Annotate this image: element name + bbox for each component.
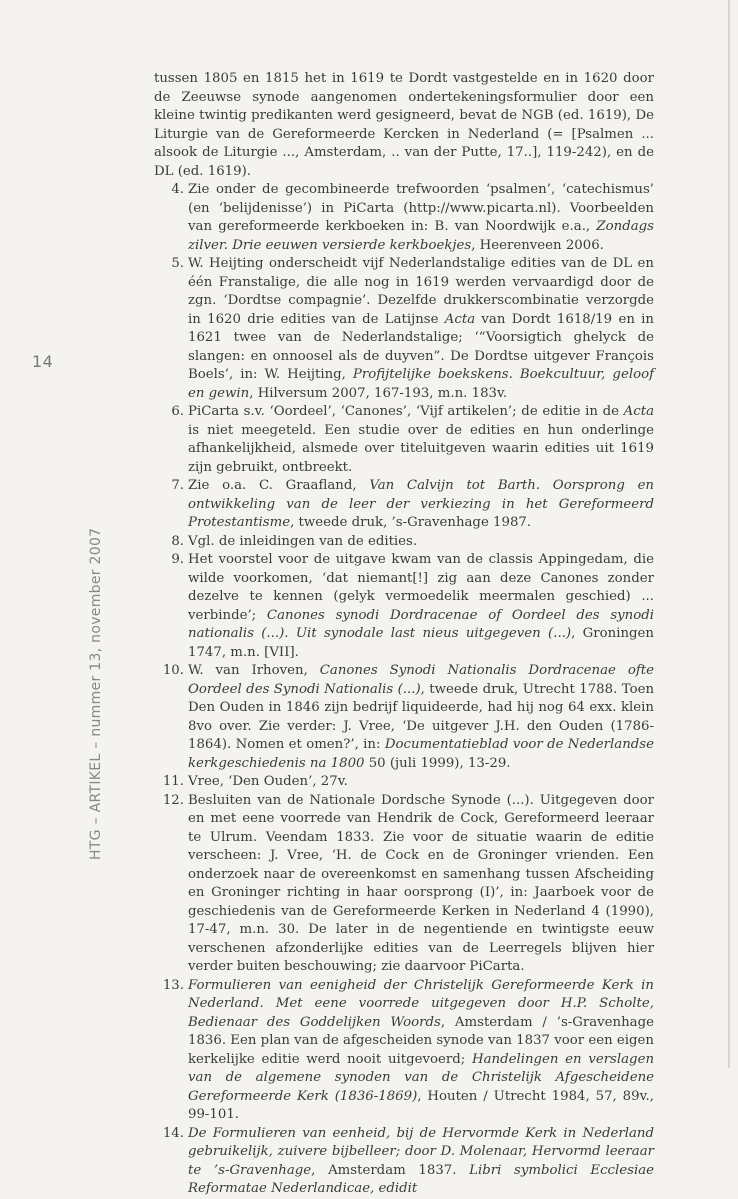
footnote: [154, 255, 654, 403]
footnote-text: [188, 478, 654, 530]
footnote-text-segment: Besluiten van de Nationale Dordsche Synode (...). Uitgegeven door en met eene voorrede van Hendrik de Cock, Gereformeerd leeraar te Ulrum. Veendam 1833. Zie voor de situatie waarin de editie verscheen: J. Vree, ‘H. de Cock en de Groninger vrienden. Een onderzoek naar de overeenkomst en samenhang tussen Afscheiding en Groninger richting in haar oorsprong (I)’, in: Jaarboek voor de geschiedenis van de Gereformeerde Kerken in Nederland 4 (1990), 17-47, m.n. 30. De later in de negentiende en twintigste eeuw verschenen afzonderlijke edities van de Leerregels blijven hier verder buiten beschouwing; zie daarvoor PiCarta.: [188, 792, 654, 974]
footnote-list: [154, 181, 654, 1199]
footnote: [154, 977, 654, 1125]
footnote-text-segment: is niet meegeteld. Een studie over de edities en hun onderlinge afhankelijkheid, alsmede over titeluitgeven waarin edities uit 1619 zijn gebruikt, ontbreekt.: [188, 422, 654, 475]
footnote-text-segment: van Dordt 1618/19 en in 1621 twee van de Nederlandstalige; ‘“Voorsigtich ghelyck de slangen: en onnoosel als de duyven”. De Dordtse uitgever François Boels’, in: W. Heijting,: [188, 311, 654, 382]
footnote-text: [188, 1126, 654, 1197]
footnote-text-segment: , Amsterdam 1837.: [311, 1162, 470, 1178]
footnote-title-italic: Acta: [444, 311, 476, 327]
footnote-number: 12.: [162, 792, 184, 808]
footnote-text: [188, 182, 654, 253]
footnote-text: [188, 774, 348, 789]
footnote-text-segment: , tweede druk, Utrecht 1788. Toen Den Ouden in 1846 zijn bedrijf liquideerde, had hij nog 64 exx. klein 8vo over. Zie verder: J. Vree, ‘De uitgever J.H. den Ouden (1786-1864). Nomen et omen?’, in:: [188, 681, 655, 752]
footnote-title-italic: Acta: [623, 404, 654, 419]
footnote: [154, 533, 654, 552]
footnote-text-segment: W. van Irhoven,: [188, 663, 320, 678]
running-head: HTG – ARTIKEL – nummer 13, november 2007: [88, 527, 104, 860]
footnote-number: 10.: [162, 663, 184, 678]
footnote-text-segment: , tweede druk, ’s-Gravenhage 1987.: [290, 515, 532, 530]
footnote-text-segment: Zie onder de gecombineerde trefwoorden ‘psalmen’, ‘catechismus’ (en ‘belijdenisse’) in PiCarta (http://www.picarta.nl). Voorbeelden van gereformeerde kerkboeken in: B. van Noordwijk e.a.,: [188, 182, 654, 234]
footnote-number: 5.: [171, 256, 184, 271]
footnote-text-segment: , Groningen 1747, m.n. [VII].: [188, 626, 654, 660]
footnote-title-italic: Libri symbolici Ecclesiae Reformatae Nederlandicae, edidit: [188, 1162, 655, 1196]
footnote-title-italic: Canones Synodi Nationalis Dordracenae ofte Oordeel des Synodi Nationalis (...): [188, 663, 654, 697]
footnote: [154, 1125, 654, 1199]
footnote-title-italic: Van Calvijn tot Barth. Oorsprong en ontwikkeling van de leer der verkiezing in het Gereformeerd Protestantisme: [188, 478, 655, 530]
footnote-number: 8.: [171, 533, 184, 549]
footnote-title-italic: Documentatieblad voor de Nederlandse kerkgeschiedenis na 1800: [188, 737, 654, 771]
footnote: [154, 181, 654, 255]
footnote-number: 11.: [162, 774, 184, 789]
footnote-number: 4.: [171, 182, 184, 197]
footnote-text: [188, 793, 654, 975]
continued-footnote-text: tussen 1805 en 1815 het in 1619 te Dordt vastgestelde en in 1620 door de Zeeuwse synode aangenomen ondertekeningsformulier door een kleine twintig predikanten werd gesigneerd, bevat de NGB (ed. 1619), De Liturgie van de Gereformeerde Kercken in Nederland (= [Psalmen ... alsook de Liturgie ..., Amsterdam, .. van der Putte, 17..], 119-242), en de DL (ed. 1619).: [154, 71, 654, 179]
footnote-title-italic: De Formulieren van eenheid, bij de Hervormde Kerk in Nederland gebruikelijk, zuivere bijbelleer; door D. Molenaar, Hervormd leeraar te ’s-Gravenhage: [188, 1125, 654, 1178]
footnote-text: [188, 978, 654, 1123]
footnote-text-segment: PiCarta s.v. ‘Oordeel’, ‘Canones’, ‘Vijf artikelen’; de editie in de: [188, 404, 624, 419]
footnote-text-segment: , Heerenveen 2006.: [471, 237, 604, 253]
footnote-text-segment: , Hilversum 2007, 167-193, m.n. 183v.: [249, 385, 508, 401]
footnote-number: 7.: [171, 478, 184, 493]
footnote-title-italic: Handelingen en verslagen van de algemene synoden van de Christelijk Afgescheidene Gereformeerde Kerk (1836-1869): [188, 1051, 655, 1104]
footnote: [154, 403, 654, 477]
footnote-text-segment: 50 (juli 1999), 13-29.: [364, 755, 511, 771]
footnote-text: [188, 404, 654, 475]
footnote-number: 6.: [171, 404, 184, 419]
page-edge-line: [728, 0, 730, 1068]
footnote: [154, 773, 654, 792]
footnote: [154, 792, 654, 977]
footnote-text: [188, 256, 654, 401]
footnote: [154, 551, 654, 662]
footnote-text: [188, 534, 417, 549]
page-number: 14: [32, 352, 54, 371]
footnote: [154, 662, 654, 773]
footnote-text: [188, 552, 654, 660]
footnotes-column: [154, 70, 654, 1199]
footnote-title-italic: Profijtelijke boekskens. Boekcultuur, geloof en gewin: [188, 367, 654, 401]
footnote-title-italic: Canones synodi Dordracenae of Oordeel des synodi nationalis (...). Uit synodale last nieus uitgegeven (...): [188, 607, 654, 641]
footnote-number: 9.: [171, 552, 184, 567]
footnote-text-segment: Vgl. de inleidingen van de edities.: [188, 533, 418, 549]
footnote-text-segment: , Amsterdam / ’s-Gravenhage 1836. Een plan van de afgescheiden synode van 1837 voor een eigen kerkelijke editie werd nooit uitgevoerd;: [188, 1014, 654, 1067]
footnote-text: [188, 663, 654, 771]
footnote: [154, 477, 654, 533]
footnote-title-italic: Formulieren van eenigheid der Christelijk Gereformeerde Kerk in Nederland. Met eene voorrede uitgegeven door H.P. Scholte, Bedienaar des Goddelijken Woords: [188, 977, 654, 1030]
footnote-text-segment: W. Heijting onderscheidt vijf Nederlandstalige edities van de DL en één Franstalige, die alle nog in 1619 werden vervaardigd door de zgn. ‘Dordtse compagnie’. Dezelfde drukkerscombinatie verzorgde in 1620 drie edities van de Latijnse: [188, 256, 654, 327]
footnote-text-segment: , Houten / Utrecht 1984, 57, 89v., 99-101.: [188, 1088, 654, 1122]
footnote-number: 13.: [162, 977, 184, 993]
footnote-number: 14.: [162, 1125, 184, 1141]
footnote-text-segment: Zie o.a. C. Graafland,: [188, 478, 370, 493]
footnote-text-segment: Het voorstel voor de uitgave kwam van de classis Appingedam, die wilde voorkomen, ‘dat niemant[!] zig aan deze Canones zonder dezelve te kennen (gelyk vermoedelik meermalen geschied) ... verbinde’;: [188, 552, 654, 623]
footnote-title-italic: Zondags zilver. Drie eeuwen versierde kerkboekjes: [188, 219, 654, 253]
footnote-text-segment: Vree, ‘Den Ouden’, 27v.: [188, 774, 348, 789]
